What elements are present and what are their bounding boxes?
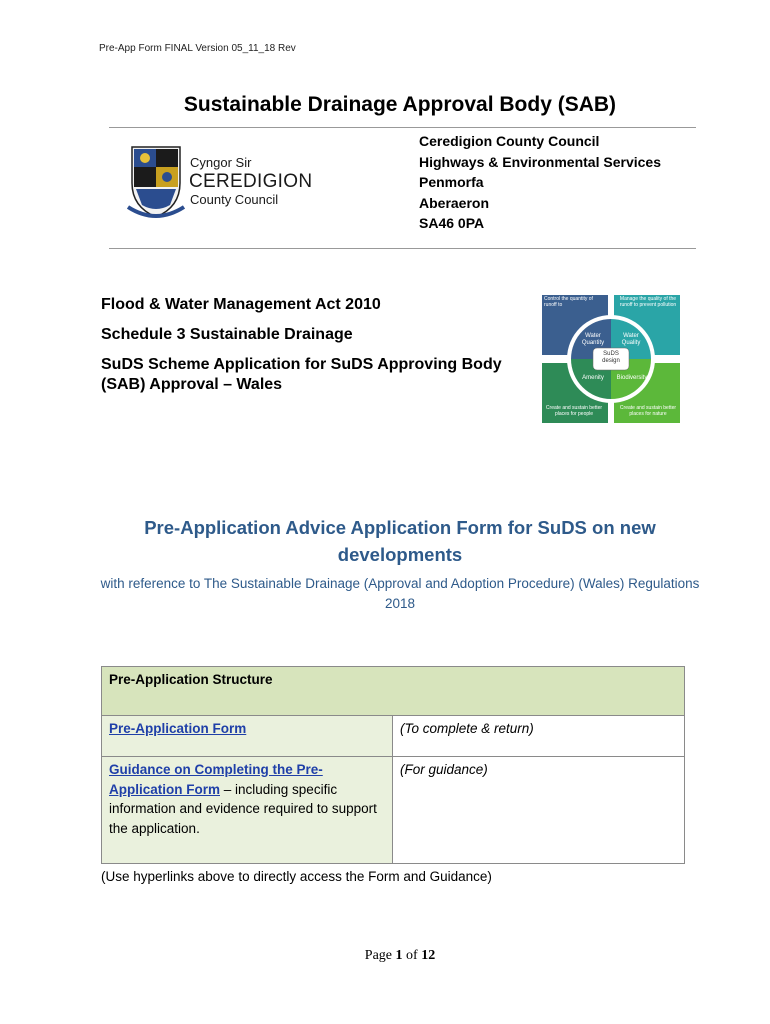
table-row xyxy=(102,757,685,864)
logo-line1: Cyngor Sir xyxy=(190,155,252,170)
council-logo xyxy=(122,141,322,223)
table-header: Pre-Application Structure xyxy=(102,667,685,716)
diagram-caption: Manage the quality of the runoff to prevent pollution xyxy=(619,296,677,308)
diagram-label: Biodiversity xyxy=(616,375,648,381)
table-cell xyxy=(102,757,393,864)
diagram-caption: Create and sustain better places for people xyxy=(545,405,603,417)
guidance-description: – including specific information and evidence required to support the application. xyxy=(109,781,377,836)
address-line: SA46 0PA xyxy=(419,215,485,231)
diagram-label: Water Quality xyxy=(621,333,641,346)
address-line: Ceredigion County Council xyxy=(419,133,600,149)
act-line2: Schedule 3 Sustainable Drainage xyxy=(101,326,353,343)
council-address xyxy=(419,131,661,234)
page-title: Sustainable Drainage Approval Body (SAB) xyxy=(183,93,617,116)
diagram-caption: Control the quantity of runoff to xyxy=(544,296,593,308)
logo-line3: County Council xyxy=(190,192,279,207)
diagram-center: SuDS design xyxy=(602,351,620,364)
table-cell xyxy=(102,716,393,757)
act-block xyxy=(101,295,521,405)
page-sep: of xyxy=(402,948,422,963)
address-line: Aberaeron xyxy=(419,194,490,211)
table-row xyxy=(102,716,685,757)
header-note: Pre-App Form FINAL Version 05_11_18 Rev xyxy=(99,43,296,54)
title-divider xyxy=(109,127,696,128)
hyperlink-note: (Use hyperlinks above to directly access the Form and Guidance) xyxy=(101,869,492,884)
page-total: 12 xyxy=(421,948,436,963)
form-heading: Pre-Application Advice Application Form for SuDS on new developments xyxy=(144,517,656,565)
table-cell-note: (To complete & return) xyxy=(393,716,685,757)
address-line: Highways & Environmental Services xyxy=(419,153,661,170)
table-header-row xyxy=(102,667,685,716)
pre-application-form-link[interactable]: Pre-Application Form xyxy=(109,721,247,736)
suds-diagram xyxy=(541,293,681,425)
guidance-link[interactable]: Guidance on Completing the Pre-Application Form xyxy=(109,762,323,797)
table-cell-note: (For guidance) xyxy=(393,757,685,864)
diagram-caption: Create and sustain better places for nature xyxy=(619,405,677,417)
page-current: 1 xyxy=(395,948,403,963)
structure-table xyxy=(101,666,685,864)
diagram-label: Amenity xyxy=(582,375,604,381)
page-prefix: Page xyxy=(364,948,396,963)
address-line: Penmorfa xyxy=(419,174,484,190)
logo-line2: CEREDIGION xyxy=(189,171,313,192)
diagram-label: Water Quantity xyxy=(581,333,605,346)
page-number xyxy=(0,948,770,964)
act-line3: SuDS Scheme Application for SuDS Approving Body (SAB) Approval – Wales xyxy=(101,356,502,393)
form-subheading: with reference to The Sustainable Drainage (Approval and Adoption Procedure) (Wales) Regulations 2018 xyxy=(100,576,700,611)
address-divider xyxy=(109,248,696,249)
act-line1: Flood & Water Management Act 2010 xyxy=(101,296,381,313)
